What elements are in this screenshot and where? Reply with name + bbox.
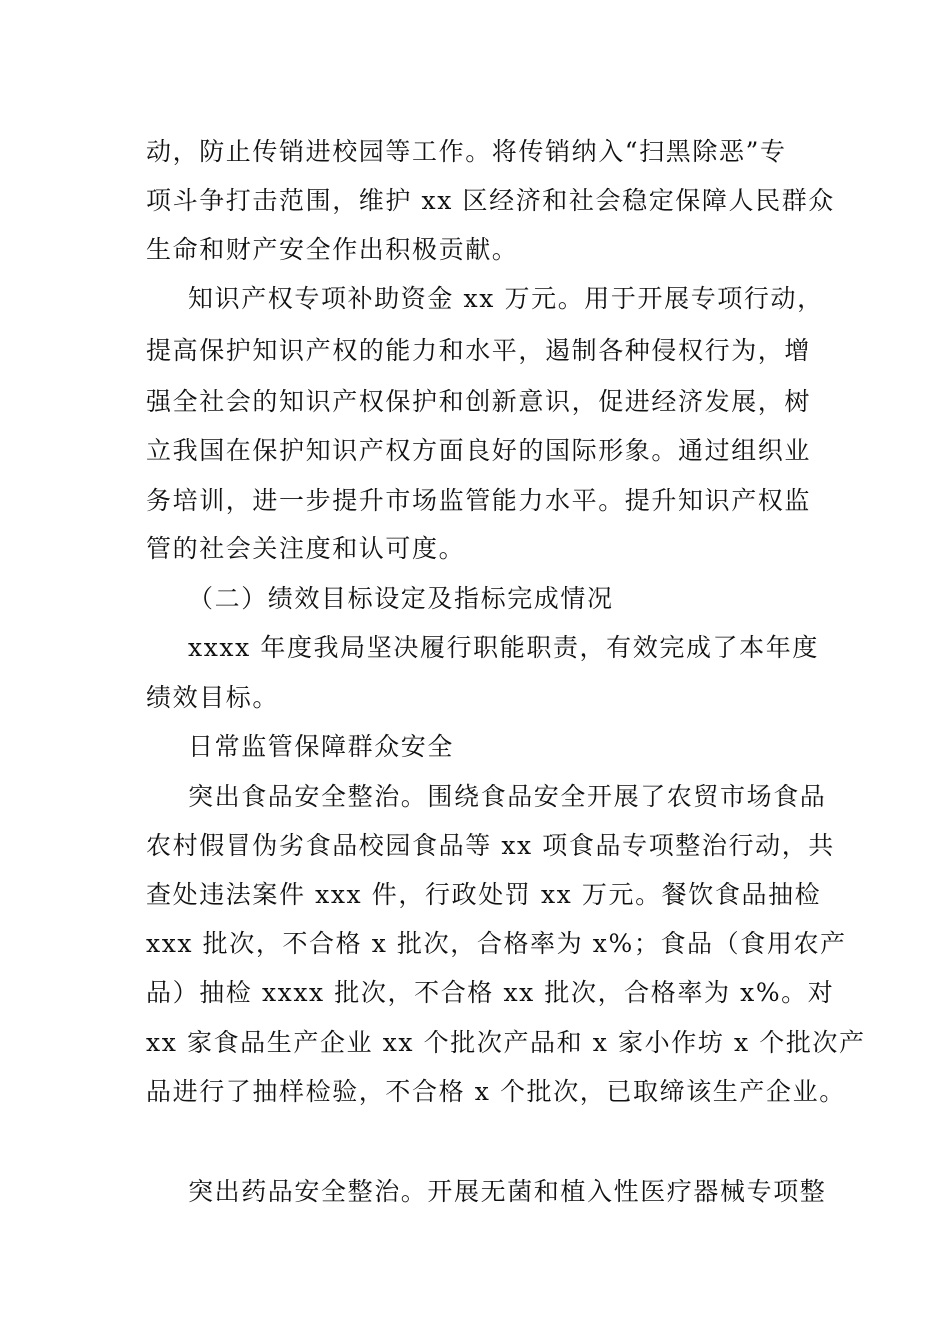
section-heading: （二）绩效目标设定及指标完成情况 <box>188 584 614 613</box>
paragraph-start: 突出食品安全整治。围绕食品安全开展了农贸市场食品 <box>188 782 827 811</box>
text-line: xx 家食品生产企业 xx 个批次产品和 x 家小作坊 x 个批次产 <box>146 1028 866 1057</box>
paragraph-start: xxxx 年度我局坚决履行职能职责，有效完成了本年度 <box>188 633 819 662</box>
text-line: 强全社会的知识产权保护和创新意识，促进经济发展，树 <box>146 387 812 416</box>
paragraph-start: 突出药品安全整治。开展无菌和植入性医疗器械专项整 <box>188 1177 827 1206</box>
text-line: 品）抽检 xxxx 批次，不合格 xx 批次，合格率为 x%。对 <box>146 978 835 1007</box>
text-line: 绩效目标。 <box>146 683 280 712</box>
text-line: 生命和财产安全作出积极贡献。 <box>146 235 519 264</box>
text-line: 管的社会关注度和认可度。 <box>146 534 466 563</box>
subheading: 日常监管保障群众安全 <box>188 732 455 761</box>
text-line: 品进行了抽样检验，不合格 x 个批次，已取缔该生产企业。 <box>146 1077 846 1106</box>
text-line: 立我国在保护知识产权方面良好的国际形象。通过组织业 <box>146 436 812 465</box>
text-line: xxx 批次，不合格 x 批次，合格率为 x%；食品（食用农产 <box>146 929 847 958</box>
paragraph-start: 知识产权专项补助资金 xx 万元。用于开展专项行动， <box>188 284 824 313</box>
text-line: 查处违法案件 xxx 件，行政处罚 xx 万元。餐饮食品抽检 <box>146 880 822 909</box>
text-line: 项斗争打击范围，维护 xx 区经济和社会稳定保障人民群众 <box>146 186 835 215</box>
text-line: 动，防止传销进校园等工作。将传销纳入“扫黑除恶”专 <box>146 137 787 166</box>
text-line: 提高保护知识产权的能力和水平，遏制各种侵权行为，增 <box>146 336 812 365</box>
text-line: 务培训，进一步提升市场监管能力水平。提升知识产权监 <box>146 486 812 515</box>
text-line: 农村假冒伪劣食品校园食品等 xx 项食品专项整治行动，共 <box>146 831 835 860</box>
